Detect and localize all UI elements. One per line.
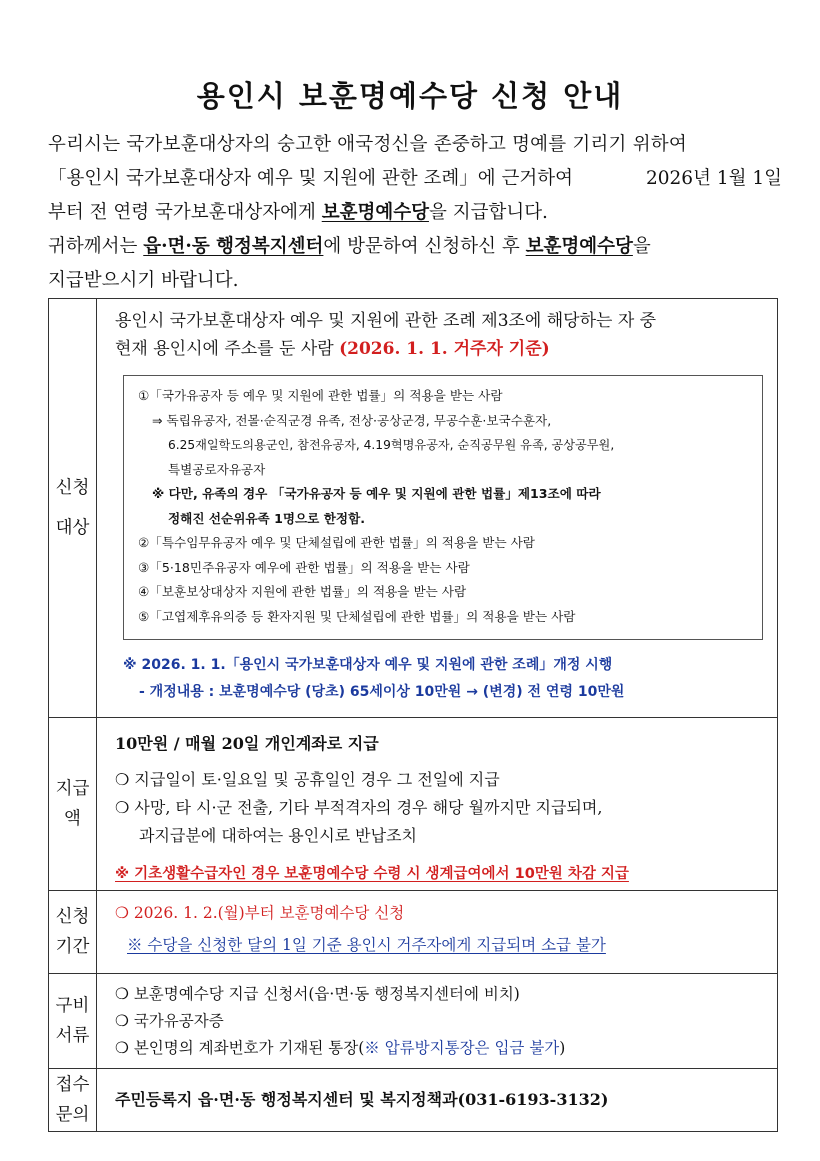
documents-item-1: ❍ 보훈명예수당 지급 신청서(읍·면·동 행정복지센터에 비치) <box>115 985 520 1003</box>
law-item-4: ④「보훈보상대상자 지원에 관한 법률」의 적용을 받는 사람 <box>138 584 467 599</box>
label-period: 신청 기간 <box>49 891 97 974</box>
documents-item-3: ❍ 본인명의 계좌번호가 기재된 통장(※ 압류방지통장은 입금 불가) <box>115 1039 566 1057</box>
law-item-5: ⑤「고엽제후유의증 등 환자지원 및 단체설립에 관한 법률」의 적용을 받는 사람 <box>138 608 576 624</box>
intro-line-3: 부터 전 연령 국가보훈대상자에게 보훈명예수당을 지급합니다. <box>48 202 548 223</box>
amount-item-2: ❍ 사망, 타 시·군 전출, 기타 부적격자의 경우 해당 월까지만 지급되며, <box>115 798 603 817</box>
label-inquiry: 접수 문의 <box>49 1069 97 1132</box>
office-emphasis: 읍·면·동 행정복지센터 <box>143 236 324 257</box>
law-item-1-note-2: 정해진 선순위유족 1명으로 한정함. <box>168 510 366 526</box>
revision-note-line-2: - 개정내용 : 보훈명예수당 (당초) 65세이상 10만원 → (변경) 전 연령 10만원 <box>139 684 625 700</box>
period-line-1: ❍ 2026. 1. 2.(월)부터 보훈명예수당 신청 <box>115 904 405 922</box>
law-item-1-sub-1: ⇒ 독립유공자, 전몰·순직군경 유족, 전상·공상군경, 무공수훈·보국수훈자, <box>152 412 552 428</box>
documents-item-3-note: ※ 압류방지통장은 입금 불가 <box>364 1039 560 1057</box>
row-period <box>49 891 778 974</box>
intro-line-4: 귀하께서는 읍·면·동 행정복지센터에 방문하여 신청하신 후 보훈명예수당을 <box>48 236 651 257</box>
documents-content <box>97 974 778 1069</box>
intro-line-1: 우리시는 국가보훈대상자의 숭고한 애국정신을 존중하고 명예를 기리기 위하여 <box>48 134 687 155</box>
amount-headline: 10만원 / 매월 20일 개인계좌로 지급 <box>115 734 379 753</box>
row-amount <box>49 718 778 891</box>
law-item-1-sub-2: 6.25재일학도의용군인, 참전유공자, 4.19혁명유공자, 순직공무원 유족, 공상공무원, <box>168 438 615 452</box>
page-title: 용인시 보훈명예수당 신청 안내 <box>196 79 624 113</box>
period-line-2: ※ 수당을 신청한 달의 1일 기준 용인시 거주자에게 지급되며 소급 불가 <box>127 936 606 954</box>
amount-item-1: ❍ 지급일이 토·일요일 및 공휴일인 경우 그 전일에 지급 <box>115 770 500 789</box>
label-documents: 구비 서류 <box>49 974 97 1069</box>
label-eligibility: 신청 대상 <box>49 299 97 718</box>
intro-line-2: 「용인시 국가보훈대상자 예우 및 지원에 관한 조례」에 근거하여 2026년 1월 1일 <box>48 168 782 189</box>
allowance-emphasis: 보훈명예수당 <box>321 202 429 223</box>
period-content <box>97 891 778 974</box>
law-item-1: ①「국가유공자 등 예우 및 지원에 관한 법률」의 적용을 받는 사람 <box>138 388 503 403</box>
inquiry-content <box>97 1069 778 1132</box>
eligibility-line-1: 용인시 국가보훈대상자 예우 및 지원에 관한 조례 제3조에 해당하는 자 중 <box>115 311 657 331</box>
intro-paragraph <box>48 128 782 298</box>
law-item-1-sub-3: 특별공로자유공자 <box>168 461 266 477</box>
amount-content <box>97 718 778 891</box>
amount-item-2-cont: 과지급분에 대하여는 용인시로 반납조치 <box>139 826 418 845</box>
intro-line-5: 지급받으시기 바랍니다. <box>48 270 239 291</box>
label-amount: 지급액 <box>49 718 97 891</box>
law-item-1-note-1: ※ 다만, 유족의 경우 「국가유공자 등 예우 및 지원에 관한 법률」제13조에 따라 <box>152 486 601 501</box>
eligibility-law-box <box>123 375 763 640</box>
eligibility-content <box>97 299 778 718</box>
documents-item-2: ❍ 국가유공자증 <box>115 1012 224 1030</box>
law-item-3: ③「5·18민주유공자 예우에 관한 법률」의 적용을 받는 사람 <box>138 559 470 575</box>
residence-criteria: (2026. 1. 1. 거주자 기준) <box>339 339 550 359</box>
row-inquiry <box>49 1069 778 1132</box>
inquiry-text: 주민등록지 읍·면·동 행정복지센터 및 복지정책과(031-6193-3132) <box>115 1090 609 1109</box>
eligibility-line-2: 현재 용인시에 주소를 둔 사람 (2026. 1. 1. 거주자 기준) <box>115 339 550 359</box>
law-item-2: ②「특수임무유공자 예우 및 단체설립에 관한 법률」의 적용을 받는 사람 <box>138 535 535 550</box>
allowance-emphasis-2: 보훈명예수당 <box>525 236 633 257</box>
amount-warning: ※ 기초생활수급자인 경우 보훈명예수당 수령 시 생계급여에서 10만원 차감 지급 <box>115 866 629 882</box>
row-documents <box>49 974 778 1069</box>
revision-note <box>123 652 763 706</box>
info-table <box>48 298 778 1132</box>
row-eligibility <box>49 299 778 718</box>
revision-note-line-1: ※ 2026. 1. 1.「용인시 국가보훈대상자 예우 및 지원에 관한 조례」개정 시행 <box>123 657 613 673</box>
